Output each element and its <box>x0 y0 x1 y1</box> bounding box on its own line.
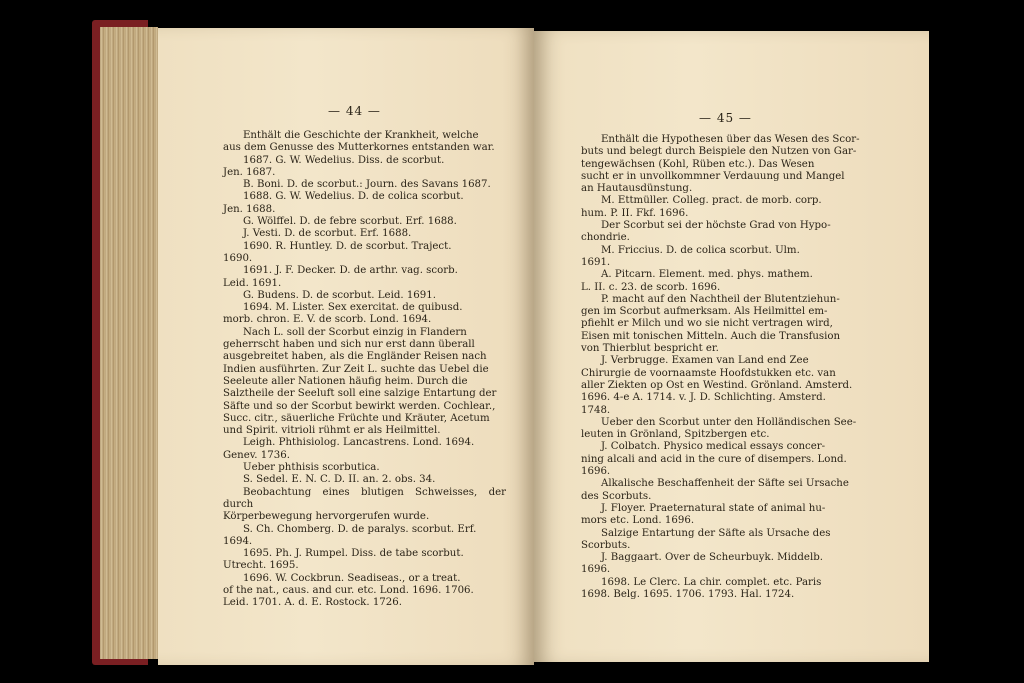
text-line: 1695. Ph. J. Rumpel. Diss. de tabe scorbut. <box>243 548 464 560</box>
text-line: 1690. R. Huntley. D. de scorbut. Traject. <box>243 240 452 252</box>
text-line: geherrscht haben und sich nur erst dann überall <box>223 339 475 351</box>
text-line: aus dem Genusse des Mutterkornes entstanden war. <box>223 142 495 154</box>
right-page <box>534 31 929 662</box>
right-page-text <box>581 134 871 601</box>
text-line: mors etc. Lond. 1696. <box>581 515 695 527</box>
text-line: 1698. Belg. 1695. 1706. 1793. Hal. 1724. <box>581 588 795 600</box>
text-line: Salzige Entartung der Säfte als Ursache des <box>601 527 831 539</box>
text-line: an Hautausdünstung. <box>581 183 693 195</box>
text-line: 1694. M. Lister. Sex exercitat. de quibusd. <box>243 302 463 314</box>
text-line: morb. chron. E. V. de scorb. Lond. 1694. <box>223 314 432 326</box>
text-line: aller Ziekten op Ost en Westind. Grönland. Amsterd. <box>581 379 853 391</box>
text-line: Enthält die Hypothesen über das Wesen des Scor- <box>601 134 860 145</box>
text-line: J. Baggaart. Over de Scheurbuyk. Middelb. <box>601 552 823 564</box>
text-line: Scorbuts. <box>581 539 631 551</box>
text-line: von Thierblut bespricht er. <box>581 343 719 355</box>
text-line: Körperbewegung hervorgerufen wurde. <box>223 511 430 523</box>
text-line: M. Ettmüller. Colleg. pract. de morb. corp. <box>601 195 822 207</box>
text-line: und Spirit. vitrioli rühmt er als Heilmittel. <box>223 425 441 437</box>
text-line: S. Ch. Chomberg. D. de paralys. scorbut. Erf. <box>243 523 477 535</box>
text-line: A. Pitcarn. Element. med. phys. mathem. <box>601 269 813 281</box>
text-line: 1687. G. W. Wedelius. Diss. de scorbut. <box>243 154 445 166</box>
text-line: 1690. <box>223 252 253 264</box>
text-line: Leigh. Phthisiolog. Lancastrens. Lond. 1694. <box>243 437 475 449</box>
left-page-text <box>223 130 506 610</box>
text-line: Salztheile der Seeluft soll eine salzige Entartung der <box>223 388 497 400</box>
text-line: gen im Scorbut aufmerksam. Als Heilmittel em- <box>581 306 828 318</box>
text-line: 1688. G. W. Wedelius. D. de colica scorbut. <box>243 191 464 203</box>
text-line: tengewächsen (Kohl, Rüben etc.). Das Wesen <box>581 158 815 170</box>
text-line: B. Boni. D. de scorbut.: Journ. des Savans 1687. <box>243 179 491 191</box>
text-line: hum. P. II. Fkf. 1696. <box>581 207 689 219</box>
text-line: Genev. 1736. <box>223 449 290 461</box>
text-line: of the nat., caus. and cur. etc. Lond. 1696. 1706. <box>223 584 474 596</box>
page-number-right: — 45 — <box>699 111 752 125</box>
text-line: Eisen mit tonischen Mitteln. Auch die Transfusion <box>581 330 841 342</box>
text-line: S. Sedel. E. N. C. D. II. an. 2. obs. 34. <box>243 474 436 486</box>
text-line: Der Scorbut sei der höchste Grad von Hypo- <box>601 220 831 232</box>
text-line: Seeleute aller Nationen häufig heim. Durch die <box>223 375 468 387</box>
text-line: Ueber phthisis scorbutica. <box>243 462 380 474</box>
text-line: Succ. citr., säuerliche Früchte und Kräuter, Acetum <box>223 412 490 424</box>
text-line: ausgebreitet haben, als die Engländer Reisen nach <box>223 351 487 363</box>
text-line: J. Floyer. Praeternatural state of animal hu- <box>601 502 826 514</box>
text-line: 1696. 4-e A. 1714. v. J. D. Schlichting. Amsterd. <box>581 392 826 404</box>
text-line: 1748. <box>581 404 611 416</box>
text-line: sucht er in unvollkommner Verdauung und Mangel <box>581 170 845 182</box>
text-line: Nach L. soll der Scorbut einzig in Flandern <box>243 326 467 338</box>
text-line: 1696. <box>581 466 611 478</box>
text-line: Utrecht. 1695. <box>223 560 299 572</box>
text-line: P. macht auf den Nachtheil der Blutentziehun- <box>601 293 840 305</box>
text-line: L. II. c. 23. de scorb. 1696. <box>581 281 721 293</box>
page-edges <box>100 27 158 659</box>
text-line: J. Verbrugge. Examen van Land end Zee <box>601 355 809 367</box>
page-number-left: — 44 — <box>328 104 381 118</box>
text-line: G. Wölffel. D. de febre scorbut. Erf. 1688. <box>243 216 457 228</box>
text-line: Leid. 1701. A. d. E. Rostock. 1726. <box>223 597 402 609</box>
text-line: M. Friccius. D. de colica scorbut. Ulm. <box>601 244 800 256</box>
text-line: G. Budens. D. de scorbut. Leid. 1691. <box>243 289 436 301</box>
text-line: 1691. J. F. Decker. D. de arthr. vag. scorb. <box>243 265 458 277</box>
text-line: pfiehlt er Milch und wo sie nicht vertragen wird, <box>581 318 833 330</box>
text-line: 1691. <box>581 256 611 268</box>
text-line: buts und belegt durch Beispiele den Nutzen von Gar- <box>581 146 857 158</box>
text-line: 1696. W. Cockbrun. Seadiseas., or a treat. <box>243 572 461 584</box>
text-line: Ueber den Scorbut unter den Holländischen See- <box>601 416 857 428</box>
text-line: des Scorbuts. <box>581 490 652 502</box>
text-line: Alkalische Beschaffenheit der Säfte sei Ursache <box>601 478 849 490</box>
text-line: J. Vesti. D. de scorbut. Erf. 1688. <box>243 228 412 240</box>
text-line: chondrie. <box>581 232 630 244</box>
text-line: 1698. Le Clerc. La chir. complet. etc. Paris <box>601 576 822 588</box>
text-line: Indien ausführten. Zur Zeit L. suchte das Uebel die <box>223 363 489 375</box>
text-line: Leid. 1691. <box>223 277 282 289</box>
left-page <box>158 28 534 665</box>
text-line: Enthält die Geschichte der Krankheit, welche <box>243 130 479 141</box>
text-line: ning alcali and acid in the cure of disempers. Lond. <box>581 453 847 465</box>
text-line: Beobachtung eines blutigen Schweisses, der durch <box>223 486 506 510</box>
text-line: leuten in Grönland, Spitzbergen etc. <box>581 429 770 441</box>
text-line: 1696. <box>581 564 611 576</box>
text-line: Jen. 1687. <box>223 166 276 178</box>
text-line: Jen. 1688. <box>223 203 276 215</box>
text-line: Säfte und so der Scorbut bewirkt werden. Cochlear., <box>223 400 496 412</box>
text-line: J. Colbatch. Physico medical essays concer- <box>601 441 826 453</box>
text-line: Chirurgie de voornaamste Hoofdstukken etc. van <box>581 367 836 379</box>
text-line: 1694. <box>223 535 253 547</box>
